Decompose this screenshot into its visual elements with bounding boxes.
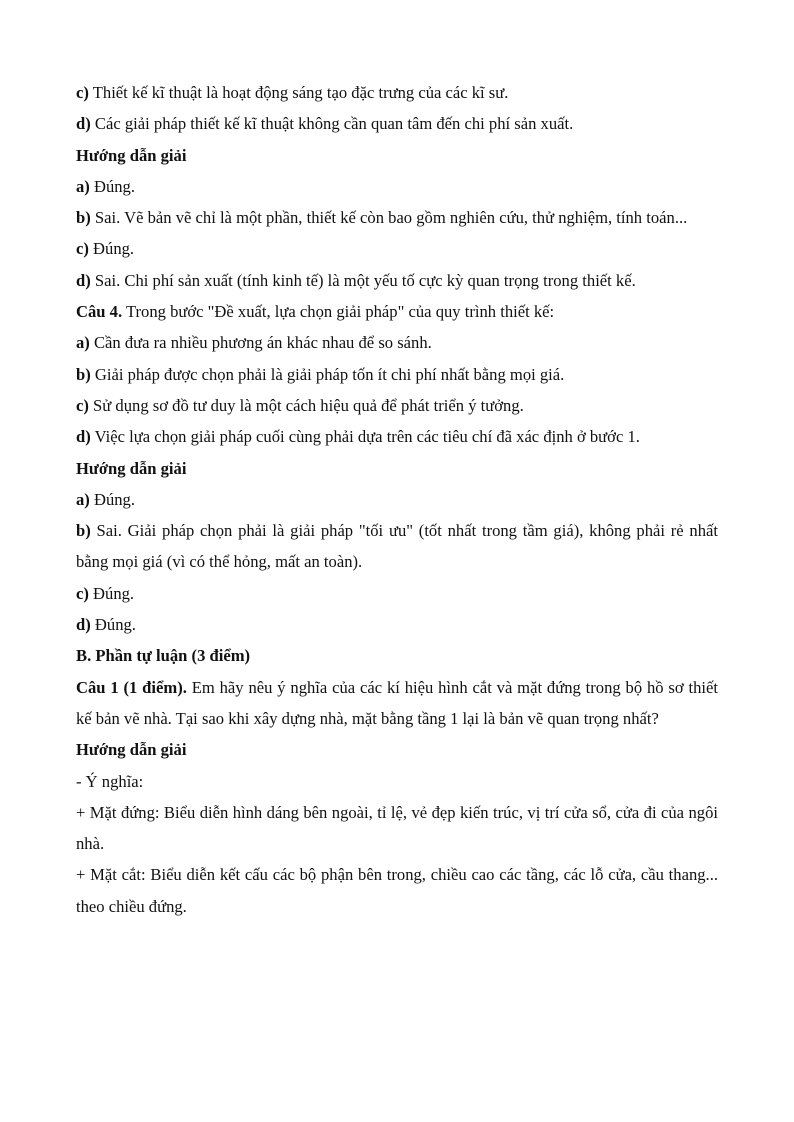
statement-c: c) Thiết kế kĩ thuật là hoạt động sáng tạo đặc trưng của các kĩ sư.	[76, 83, 509, 102]
answer-a: a) Đúng.	[76, 176, 135, 196]
statement-a: a) Cần đưa ra nhiều phương án khác nhau để so sánh.	[76, 333, 432, 353]
meaning-section: + Mặt cắt: Biểu diễn kết cấu các bộ phận bên trong, chiều cao các tầng, các lỗ cửa, cầu thang... theo chiều đứng.	[76, 865, 718, 916]
solution-heading: Hướng dẫn giải	[76, 145, 187, 165]
meaning-intro: - Ý nghĩa:	[76, 771, 144, 791]
statement-b: b) Giải pháp được chọn phải là giải pháp tốn ít chi phí nhất bằng mọi giá.	[76, 364, 565, 384]
question-4: Câu 4. Trong bước "Đề xuất, lựa chọn giải pháp" của quy trình thiết kế:	[76, 302, 555, 322]
meaning-elevation: + Mặt đứng: Biểu diễn hình dáng bên ngoài, tỉ lệ, vẻ đẹp kiến trúc, vị trí cửa sổ, cửa đi của ngôi nhà.	[76, 802, 718, 854]
answer-b: b) Sai. Giải pháp chọn phải là giải pháp "tối ưu" (tốt nhất trong tầm giá), không phải rẻ nhất bằng mọi giá (vì có thể hỏng, mất an toàn).	[76, 521, 718, 572]
solution-heading: Hướng dẫn giải	[76, 740, 187, 760]
statement-d: d) Các giải pháp thiết kế kĩ thuật không cần quan tâm đến chi phí sản xuất.	[76, 114, 574, 134]
answer-c: c) Đúng.	[76, 239, 135, 259]
answer-c: c) Đúng.	[76, 583, 135, 603]
solution-heading: Hướng dẫn giải	[76, 458, 187, 478]
answer-a: a) Đúng.	[76, 489, 135, 509]
document-content	[76, 77, 718, 922]
answer-d: d) Đúng.	[76, 615, 136, 635]
statement-c: c) Sử dụng sơ đồ tư duy là một cách hiệu quả để phát triển ý tưởng.	[76, 395, 524, 415]
essay-question-1: Câu 1 (1 điểm). Em hãy nêu ý nghĩa của các kí hiệu hình cắt và mặt đứng trong bộ hồ sơ thiết kế bản vẽ nhà. Tại sao khi xây dựng nhà, mặt bằng tầng 1 lại là bản vẽ quan trọng nhất?	[76, 677, 718, 728]
answer-b: b) Sai. Vẽ bản vẽ chỉ là một phần, thiết kế còn bao gồm nghiên cứu, thử nghiệm, tính toán...	[76, 208, 688, 228]
statement-d: d) Việc lựa chọn giải pháp cuối cùng phải dựa trên các tiêu chí đã xác định ở bước 1.	[76, 427, 640, 447]
section-heading: B. Phần tự luận (3 điểm)	[76, 646, 251, 666]
answer-d: d) Sai. Chi phí sản xuất (tính kinh tế) là một yếu tố cực kỳ quan trọng trong thiết kế.	[76, 270, 636, 290]
